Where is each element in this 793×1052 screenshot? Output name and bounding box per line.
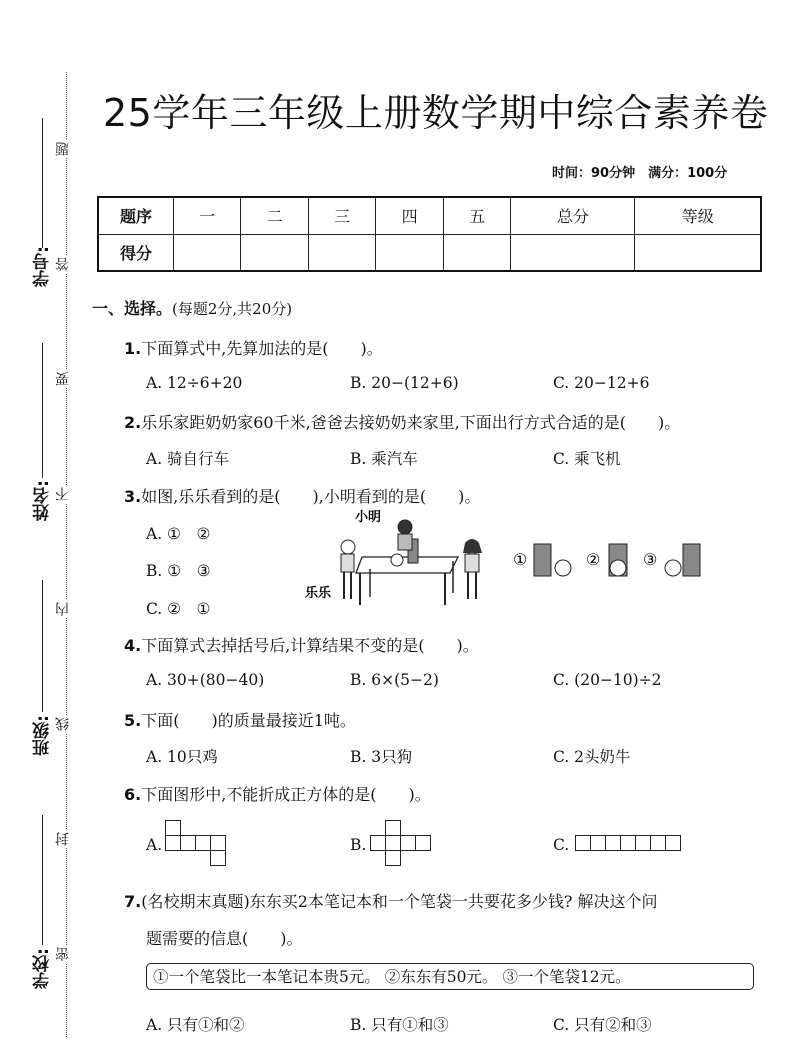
- question-text: 下面( )的质量最接近1吨。: [141, 711, 356, 730]
- option-b[interactable]: B. 乘汽车: [350, 450, 418, 468]
- option-b[interactable]: B. 6×(5−2): [350, 671, 439, 689]
- table-cell: 二: [241, 197, 308, 234]
- option-a[interactable]: A. 12÷6+20: [146, 374, 243, 392]
- xiaoming-label: 小明: [355, 510, 382, 525]
- seal-char: 不: [55, 487, 71, 501]
- lele-label: 乐乐: [305, 586, 332, 601]
- view-1-cylinder-icon: [534, 544, 551, 576]
- question-number: 4.: [124, 636, 142, 655]
- view-1-label: ①: [513, 550, 528, 569]
- score-table: [97, 196, 762, 272]
- option-a[interactable]: A.: [146, 836, 163, 854]
- score-table-header-row: [98, 197, 761, 234]
- lele-figure-icon: [341, 540, 355, 554]
- time-info: 时间：90分钟 满分：100分: [552, 166, 728, 181]
- seal-char: 线: [55, 717, 71, 731]
- question-text: 如图,乐乐看到的是( ),小明看到的是( )。: [141, 487, 481, 506]
- seal-char: 封: [55, 832, 71, 846]
- question-7: [124, 889, 658, 912]
- option-a[interactable]: A. 30+(80−40): [146, 671, 265, 689]
- class-label: 班级:: [33, 715, 53, 756]
- question-6: [124, 782, 431, 805]
- section-note: (每题2分,共20分): [172, 300, 293, 318]
- table-cell: 得分: [98, 234, 174, 271]
- option-b[interactable]: B. 3只狗: [350, 748, 413, 766]
- score-input-cell[interactable]: [376, 234, 443, 271]
- question-number: 5.: [124, 711, 142, 730]
- name-label: 姓名:: [33, 480, 53, 521]
- seal-char: 题: [55, 142, 71, 156]
- xiaoming-figure-icon: [398, 520, 412, 534]
- q3-view-options: [510, 538, 710, 580]
- question-text: 下面图形中,不能折成正方体的是( )。: [141, 785, 431, 804]
- option-c[interactable]: C. 2头奶牛: [553, 748, 631, 766]
- seal-char: 要: [55, 372, 71, 386]
- option-b[interactable]: B.: [350, 836, 367, 854]
- option-b[interactable]: B. 只有①和③: [350, 1016, 449, 1034]
- option-b[interactable]: B. 20−(12+6): [350, 374, 459, 392]
- class-line: [42, 580, 43, 712]
- view-3-cylinder-icon: [683, 544, 700, 576]
- score-input-cell[interactable]: [635, 234, 761, 271]
- question-4: [124, 633, 479, 656]
- score-input-cell[interactable]: [511, 234, 635, 271]
- question-1: [124, 336, 383, 359]
- question-3: [124, 484, 480, 507]
- option-c[interactable]: C. 只有②和③: [553, 1016, 652, 1034]
- seal-char: 密: [55, 947, 71, 961]
- question-number: 6.: [124, 785, 142, 804]
- table-cell: 三: [308, 197, 375, 234]
- option-c[interactable]: C. 乘飞机: [553, 450, 621, 468]
- question-number: 7.: [124, 892, 142, 911]
- score-input-cell[interactable]: [241, 234, 308, 271]
- q7-info-box: ①一个笔袋比一本笔记本贵5元。 ②东东有50元。 ③一个笔袋12元。: [146, 963, 754, 990]
- question-text: (名校期末真题)东东买2本笔记本和一个笔袋一共要花多少钱? 解决这个问: [141, 892, 658, 911]
- score-input-cell[interactable]: [174, 234, 241, 271]
- student-id-line: [42, 118, 43, 248]
- option-b[interactable]: B. ① ③: [146, 562, 211, 580]
- question-number: 1.: [124, 339, 142, 358]
- option-a[interactable]: A. ① ②: [146, 525, 211, 543]
- question-number: 2.: [124, 413, 142, 432]
- question-7-continued: 题需要的信息( )。: [146, 929, 303, 948]
- option-a[interactable]: A. 只有①和②: [146, 1016, 245, 1034]
- page-title: 25学年三年级上册数学期中综合素养卷: [103, 91, 769, 135]
- view-2-ball-icon: [610, 560, 626, 576]
- table-cell: 总分: [511, 197, 635, 234]
- view-3-label: ③: [643, 550, 658, 569]
- table-cell: 一: [174, 197, 241, 234]
- section-header: [92, 296, 292, 319]
- view-1-ball-icon: [555, 560, 571, 576]
- ball-icon: [391, 554, 403, 566]
- table-cell: 题序: [98, 197, 174, 234]
- option-c[interactable]: C.: [553, 836, 570, 854]
- school-label: 学校:: [33, 948, 53, 989]
- score-input-cell[interactable]: [308, 234, 375, 271]
- question-text: 下面算式去掉括号后,计算结果不变的是( )。: [141, 636, 479, 655]
- question-5: [124, 708, 356, 731]
- seal-char: 内: [55, 602, 71, 616]
- section-label: 一、选择。: [92, 299, 173, 318]
- school-line: [42, 815, 43, 945]
- option-a[interactable]: A. 骑自行车: [146, 450, 230, 468]
- table-cell: 五: [443, 197, 510, 234]
- binding-dotted-line: [66, 72, 67, 1037]
- view-3-ball-icon: [665, 560, 681, 576]
- view-2-label: ②: [586, 550, 601, 569]
- question-text: 下面算式中,先算加法的是( )。: [141, 339, 383, 358]
- student-id-label: 学号:: [33, 246, 53, 287]
- seal-char: 答: [55, 257, 71, 271]
- option-a[interactable]: A. 10只鸡: [146, 748, 218, 766]
- option-c[interactable]: C. (20−10)÷2: [553, 671, 662, 689]
- table-cell: 四: [376, 197, 443, 234]
- q3-scene-illustration: [300, 505, 500, 610]
- question-2: [124, 410, 680, 433]
- score-input-cell[interactable]: [443, 234, 510, 271]
- question-text: 乐乐家距奶奶家60千米,爸爸去接奶奶来家里,下面出行方式合适的是( )。: [141, 413, 681, 432]
- table-top-icon: [356, 557, 458, 573]
- table-cell: 等级: [635, 197, 761, 234]
- name-line: [42, 343, 43, 478]
- option-c[interactable]: C. ② ①: [146, 600, 211, 618]
- option-c[interactable]: C. 20−12+6: [553, 374, 650, 392]
- question-number: 3.: [124, 487, 142, 506]
- score-table-score-row: [98, 234, 761, 271]
